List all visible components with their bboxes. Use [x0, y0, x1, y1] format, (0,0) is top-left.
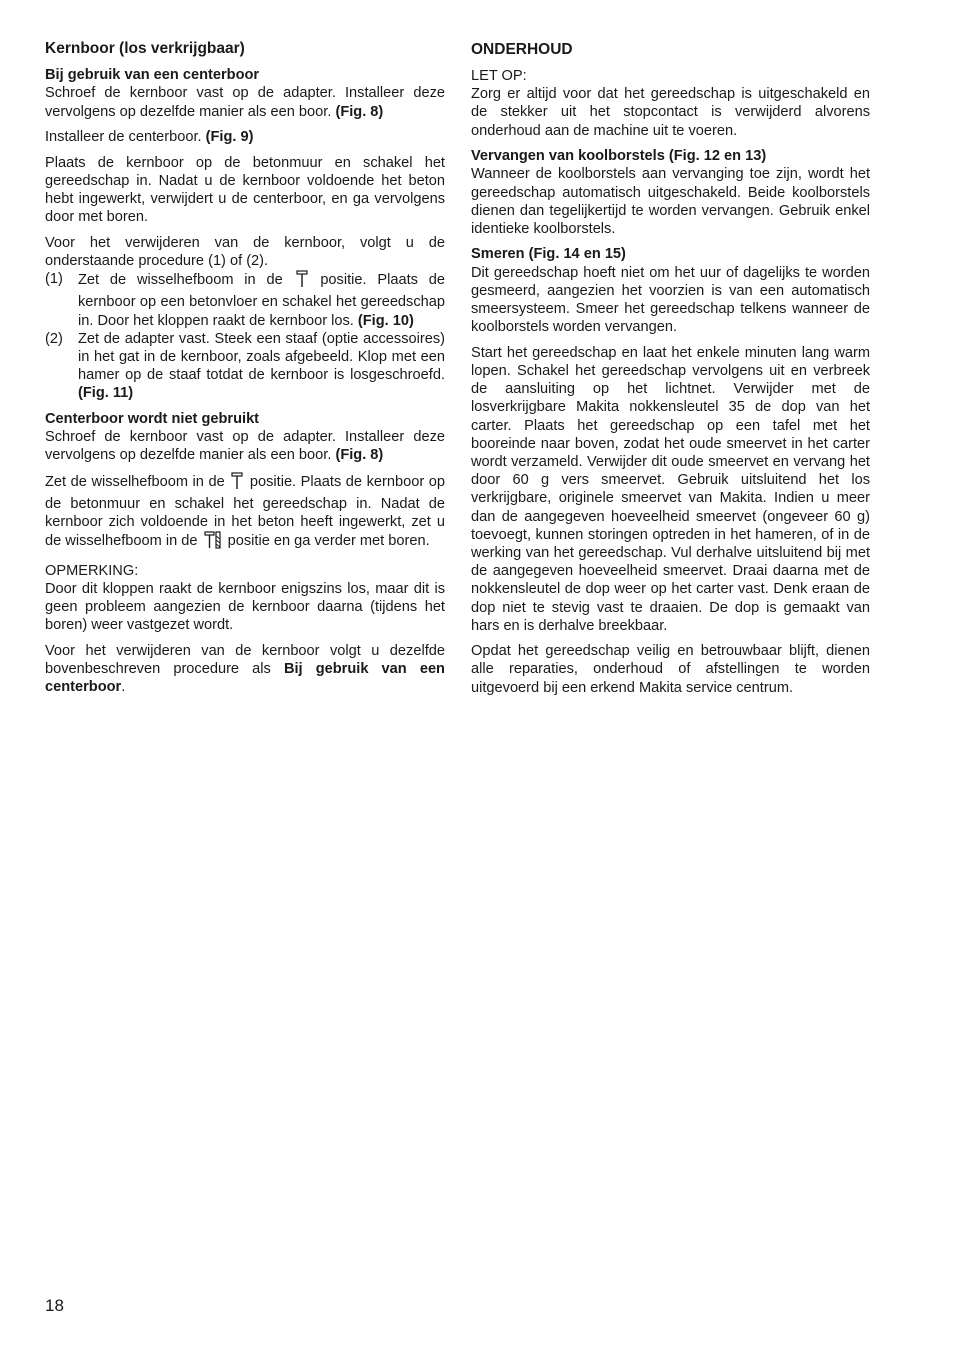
section-heading-maintenance: ONDERHOUD: [471, 41, 573, 58]
right-column: [471, 40, 870, 704]
caution-text: Zorg er altijd voor dat het gereedschap is uitgeschakeld en de stekker uit het stopcontact is verwijderd alvorens onderhoud aan de machine uit te voeren.: [471, 86, 870, 139]
paragraph: Schroef de kernboor vast op de adapter. Installeer deze vervolgens op dezelfde manier als een boor. (Fig. 8): [45, 429, 445, 464]
page-number: 18: [45, 1296, 64, 1315]
caution-label: LET OP:: [471, 68, 527, 84]
paragraph: Voor het verwijderen van de kernboor volgt u dezelfde bovenbeschreven procedure als Bij gebruik van een centerboor.: [45, 642, 445, 696]
paragraph: Plaats de kernboor op de betonmuur en schakel het gereedschap in. Nadat u de kernboor voldoende het beton hebt ingewerkt, verwijdert u de centerboor, en ga vervolgens door met boren.: [45, 154, 445, 226]
subheading-lubrication: Smeren (Fig. 14 en 15): [471, 246, 626, 263]
rotation-hammer-mode-icon: [204, 531, 222, 554]
paragraph: Wanneer de koolborstels aan vervanging toe zijn, wordt het gereedschap automatisch uitgeschakeld. Beide koolborstels dienen dan tegelijkertijd te worden vervangen. Gebruik enkel identieke koolborstels.: [471, 166, 870, 237]
figure-ref: (Fig. 9): [205, 129, 254, 146]
paragraph: Dit gereedschap hoeft niet om het uur of dagelijks te worden gesmeerd, aangezien het voorzien is van een automatisch smeersysteem. Smeer het gereedschap telkens wanneer de koolborstels worden vervangen.: [471, 264, 870, 336]
paragraph: Opdat het gereedschap veilig en betrouwbaar blijft, dienen alle reparaties, onderhoud of afstellingen te worden uitgevoerd bij een erkend Makita service centrum.: [471, 643, 870, 696]
list-number: (2): [45, 330, 63, 347]
hammer-mode-icon: [231, 472, 243, 495]
figure-ref: (Fig. 8): [335, 447, 384, 464]
list-number: (1): [45, 271, 63, 288]
figure-ref: (Fig. 11): [78, 385, 134, 402]
hammer-mode-icon: [296, 270, 308, 293]
figure-ref: (Fig. 10): [357, 312, 414, 329]
paragraph: Installeer de centerboor. (Fig. 9): [45, 129, 254, 146]
note-text: Door dit kloppen raakt de kernboor enigszins los, maar dit is geen probleem aangezien de kernboor daarna (tijdens het boren) weer vastgezet wordt.: [45, 581, 445, 634]
subheading-no-center-bit: Centerboor wordt niet gebruikt: [45, 410, 260, 427]
paragraph: Zet de wisselhefboom in de positie. Plaats de kernboor op de betonmuur en schakel het gereedschap in. Nadat de kernboor zich voldoende in het beton heeft ingewerkt, zet u de wisselhefboom in de positie en ga verder met boren.: [45, 472, 445, 555]
paragraph: Voor het verwijderen van de kernboor, volgt u de onderstaande procedure (1) of (2).: [45, 234, 445, 269]
list-item: (2) Zet de adapter vast. Steek een staaf (optie accessoires) in het gat in de kernboor, zoals afgebeeld. Klop met een hamer op de staaf totdat de kernboor is losgeschroefd. (Fig. 11): [45, 330, 445, 402]
subheading-with-center-bit: Bij gebruik van een centerboor: [45, 67, 260, 84]
subheading-carbon-brushes: Vervangen van koolborstels (Fig. 12 en 13): [471, 148, 767, 165]
note-label: OPMERKING:: [45, 562, 139, 579]
figure-ref: (Fig. 8): [335, 103, 384, 120]
left-column: [45, 40, 445, 704]
list-item: (1) Zet de wisselhefboom in de positie. Plaats de kernboor op een betonvloer en schakel het gereedschap in. Door het kloppen raakt de kernboor los. (Fig. 10): [45, 271, 445, 329]
paragraph: Start het gereedschap en laat het enkele minuten lang warm lopen. Schakel het gereedschap vervolgens uit en verbreek de aansluiting op het lichtnet. Verwijder met de losverkrijgbare Makita nokkensleutel 35 de dop van het carter. Plaats het gereedschap op een tafel met het booreinde naar boven, zodat het oude smeervet in het carter wordt verzameld. Verwijder dit oude smeervet en vervang het door 60 g vers smeervet. Gebruik uitsluitend het los verkrijgbare, originele smeervet van Makita. Indien u meer dan de aangegeven hoeveelheid smeervet (ongeveer 60 g) toevoegt, kunnen storingen optreden in het hameren, of in de werking van het gereedschap. Vul derhalve uitsluitend bij met de aangegeven hoeveelheid smeervet. Draai daarna met de nokkensleutel de dop weer op het carter vast. Denk eraan de dop niet te stevig vast te draaien. De dop is gemaakt van hars en is derhalve breekbaar.: [471, 344, 870, 634]
paragraph: Schroef de kernboor vast op de adapter. Installeer deze vervolgens op dezelfde manier als een boor. (Fig. 8): [45, 85, 445, 120]
section-heading-core-bit: Kernboor (los verkrijgbaar): [45, 40, 245, 57]
